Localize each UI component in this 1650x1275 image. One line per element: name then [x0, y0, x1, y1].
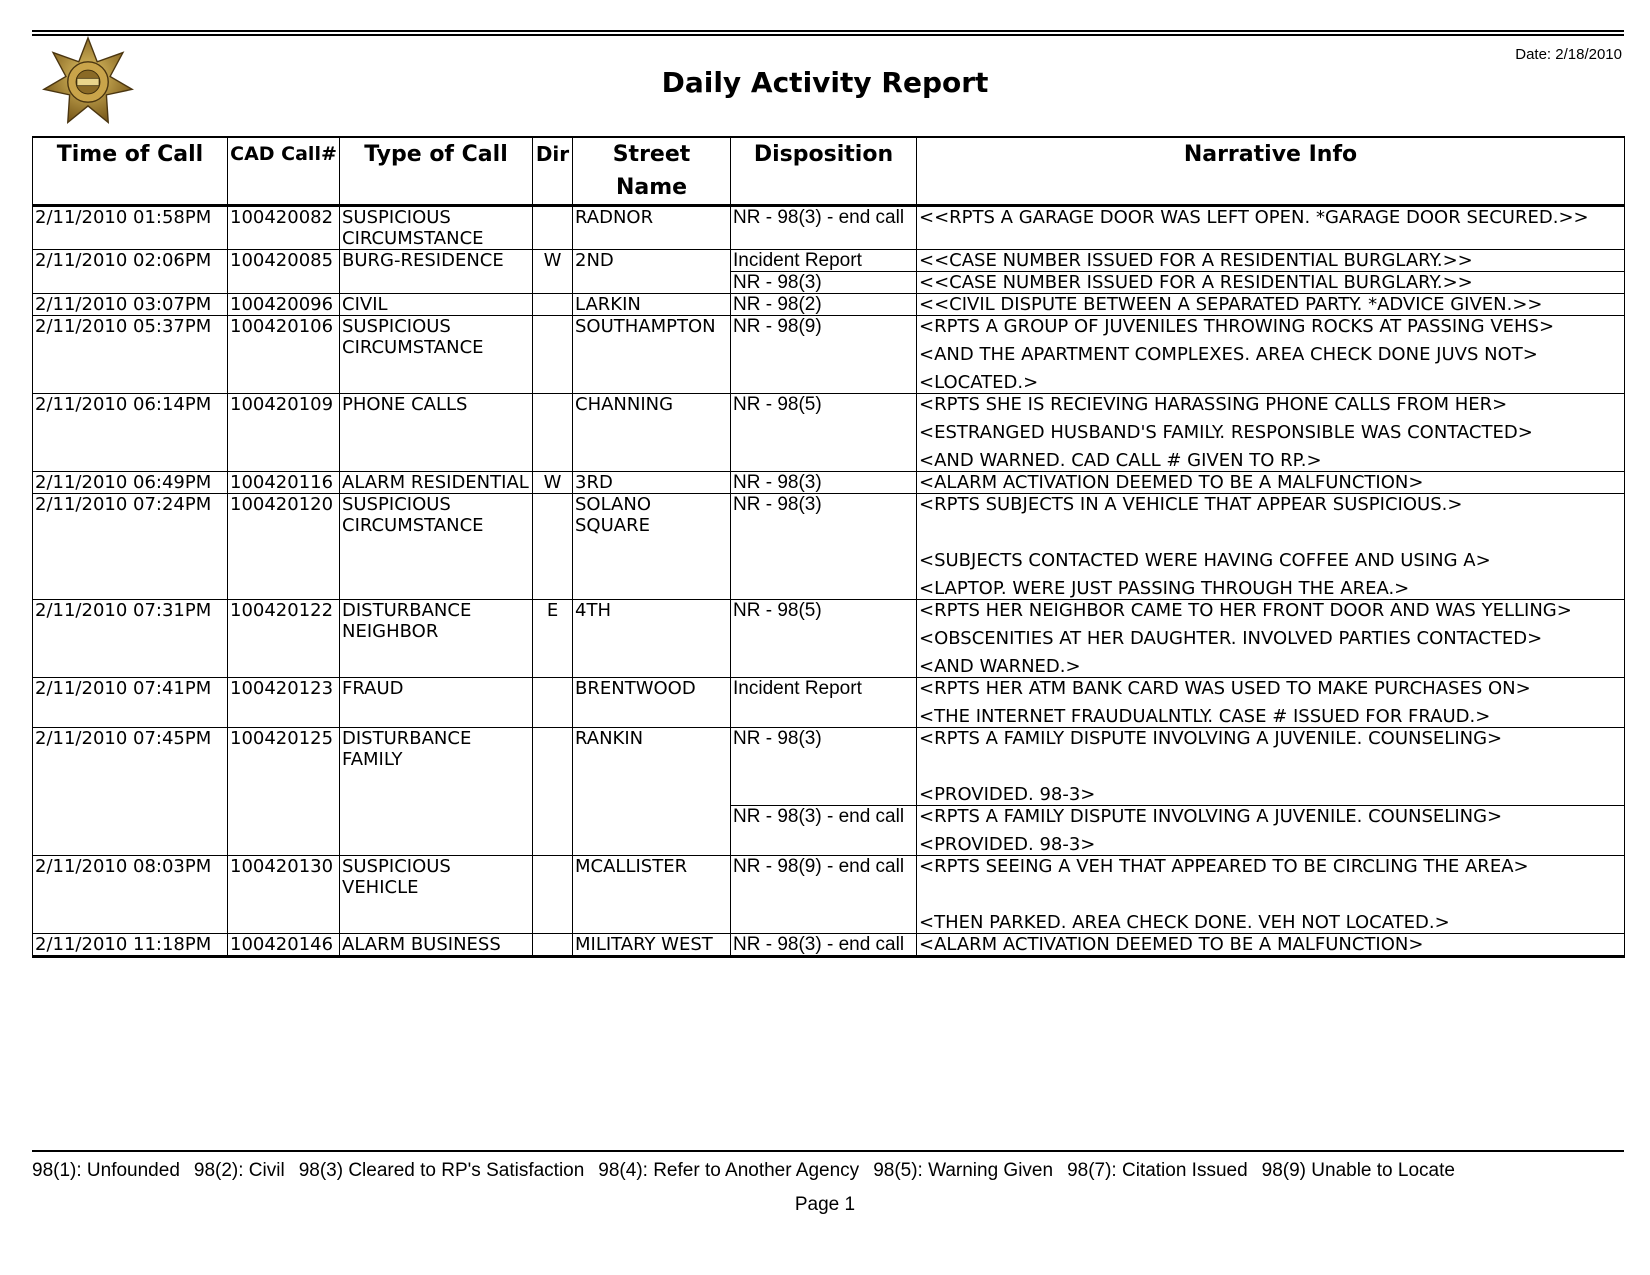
- call-type-line: CIRCUMSTANCE: [342, 515, 484, 536]
- cell-time: 2/11/2010 05:37PM: [33, 316, 228, 394]
- cell-narrative: [917, 934, 1625, 957]
- call-type-line: BURG-RESIDENCE: [342, 250, 504, 271]
- column-header-narrative: Narrative Info: [917, 137, 1625, 206]
- cell-time: 2/11/2010 06:14PM: [33, 394, 228, 472]
- cell-cad-number: 100420120: [228, 494, 340, 600]
- cell-street-name: RANKIN: [573, 728, 731, 856]
- legend-item: 98(1): Unfounded: [32, 1160, 180, 1181]
- cell-direction: W: [533, 472, 573, 494]
- narrative-line: <THE INTERNET FRAUDUALNTLY. CASE # ISSUED FOR FRAUD.>: [919, 706, 1491, 727]
- cell-cad-number: 100420122: [228, 600, 340, 678]
- cell-disposition: NR - 98(3) - end call: [731, 806, 917, 856]
- cell-street-name: CHANNING: [573, 394, 731, 472]
- cell-narrative: [917, 394, 1625, 472]
- call-type-line: CIRCUMSTANCE: [342, 228, 484, 249]
- cell-direction: [533, 316, 573, 394]
- cell-time: 2/11/2010 11:18PM: [33, 934, 228, 957]
- cell-street-name: LARKIN: [573, 294, 731, 316]
- legend-item: 98(3) Cleared to RP's Satisfaction: [298, 1160, 585, 1181]
- top-rule: [32, 30, 1624, 32]
- cell-disposition: NR - 98(3) - end call: [731, 934, 917, 957]
- cell-cad-number: 100420085: [228, 250, 340, 294]
- narrative-line: <ESTRANGED HUSBAND'S FAMILY. RESPONSIBLE WAS CONTACTED>: [919, 422, 1533, 443]
- narrative-line: <THEN PARKED. AREA CHECK DONE. VEH NOT LOCATED.>: [919, 912, 1450, 933]
- cell-narrative: [917, 472, 1625, 494]
- legend-item: 98(2): Civil: [193, 1160, 285, 1181]
- page-number: Page 1: [794, 1194, 856, 1215]
- cell-disposition: NR - 98(9) - end call: [731, 856, 917, 934]
- cell-disposition: NR - 98(3): [731, 728, 917, 806]
- narrative-line: <RPTS A GROUP OF JUVENILES THROWING ROCKS AT PASSING VEHS>: [919, 316, 1555, 337]
- cell-call-type: [340, 316, 533, 394]
- cell-cad-number: 100420123: [228, 678, 340, 728]
- cell-direction: [533, 678, 573, 728]
- cell-call-type: [340, 494, 533, 600]
- narrative-line: <RPTS HER NEIGHBOR CAME TO HER FRONT DOOR AND WAS YELLING>: [919, 600, 1572, 621]
- cell-disposition: NR - 98(3) - end call: [731, 206, 917, 250]
- call-type-line: DISTURBANCE: [342, 600, 472, 621]
- bottom-rule: [32, 1150, 1624, 1152]
- cell-disposition: NR - 98(2): [731, 294, 917, 316]
- cell-call-type: [340, 728, 533, 856]
- table-row: [33, 678, 1625, 728]
- narrative-line: <RPTS HER ATM BANK CARD WAS USED TO MAKE PURCHASES ON>: [919, 678, 1531, 699]
- cell-time: 2/11/2010 07:24PM: [33, 494, 228, 600]
- cell-time: 2/11/2010 08:03PM: [33, 856, 228, 934]
- cell-call-type: [340, 856, 533, 934]
- cell-time: 2/11/2010 02:06PM: [33, 250, 228, 294]
- cell-disposition: NR - 98(9): [731, 316, 917, 394]
- call-type-line: DISTURBANCE: [342, 728, 472, 749]
- cell-narrative: [917, 494, 1625, 600]
- cell-street-name: MILITARY WEST: [573, 934, 731, 957]
- cell-narrative: [917, 600, 1625, 678]
- cell-street-name: 3RD: [573, 472, 731, 494]
- table-row: [33, 728, 1625, 806]
- cell-call-type: [340, 206, 533, 250]
- table-row: [33, 394, 1625, 472]
- cell-cad-number: 100420109: [228, 394, 340, 472]
- narrative-line: <ALARM ACTIVATION DEEMED TO BE A MALFUNCTION>: [919, 934, 1424, 955]
- narrative-line: <<CASE NUMBER ISSUED FOR A RESIDENTIAL BURGLARY.>>: [919, 250, 1473, 271]
- column-header-disposition: Disposition: [731, 137, 917, 206]
- cell-narrative: [917, 206, 1625, 250]
- cell-direction: [533, 294, 573, 316]
- cell-street-name: RADNOR: [573, 206, 731, 250]
- cell-disposition: NR - 98(3): [731, 272, 917, 294]
- narrative-line: <<CIVIL DISPUTE BETWEEN A SEPARATED PARTY. *ADVICE GIVEN.>>: [919, 294, 1543, 315]
- call-type-line: FRAUD: [342, 678, 404, 699]
- column-header-type: Type of Call: [340, 137, 533, 206]
- page-title: Daily Activity Report: [661, 66, 989, 99]
- call-type-line: SUSPICIOUS: [342, 856, 451, 877]
- narrative-line: <PROVIDED. 98-3>: [919, 834, 1096, 855]
- table-header-row: [33, 137, 1625, 206]
- cell-direction: [533, 934, 573, 957]
- narrative-line: <<CASE NUMBER ISSUED FOR A RESIDENTIAL BURGLARY.>>: [919, 272, 1473, 293]
- column-header-cad: CAD Call#: [228, 137, 340, 206]
- cell-cad-number: 100420116: [228, 472, 340, 494]
- cell-direction: E: [533, 600, 573, 678]
- legend-item: 98(7): Citation Issued: [1067, 1160, 1248, 1181]
- cell-cad-number: 100420106: [228, 316, 340, 394]
- narrative-line: <OBSCENITIES AT HER DAUGHTER. INVOLVED PARTIES CONTACTED>: [919, 628, 1543, 649]
- call-type-line: ALARM BUSINESS: [342, 934, 501, 955]
- cell-time: 2/11/2010 06:49PM: [33, 472, 228, 494]
- cell-cad-number: 100420146: [228, 934, 340, 957]
- narrative-line: <RPTS SHE IS RECIEVING HARASSING PHONE CALLS FROM HER>: [919, 394, 1508, 415]
- narrative-line: <RPTS SUBJECTS IN A VEHICLE THAT APPEAR SUSPICIOUS.>: [919, 494, 1463, 515]
- cell-street-name: SOUTHAMPTON: [573, 316, 731, 394]
- table-row: [33, 250, 1625, 272]
- column-header-dir: Dir: [533, 137, 573, 206]
- cell-disposition: NR - 98(3): [731, 472, 917, 494]
- cell-call-type: [340, 472, 533, 494]
- cell-call-type: [340, 294, 533, 316]
- call-type-line: NEIGHBOR: [342, 621, 439, 642]
- cell-cad-number: 100420130: [228, 856, 340, 934]
- table-row: [33, 600, 1625, 678]
- cell-direction: [533, 394, 573, 472]
- table-row: [33, 934, 1625, 957]
- table-row: [33, 206, 1625, 250]
- cell-disposition: Incident Report: [731, 250, 917, 272]
- call-type-line: SUSPICIOUS: [342, 316, 451, 337]
- narrative-line: <PROVIDED. 98-3>: [919, 784, 1096, 805]
- cell-call-type: [340, 678, 533, 728]
- cell-narrative: [917, 678, 1625, 728]
- table-row: [33, 316, 1625, 394]
- cell-disposition: Incident Report: [731, 678, 917, 728]
- narrative-line: <AND THE APARTMENT COMPLEXES. AREA CHECK DONE JUVS NOT>: [919, 344, 1538, 365]
- narrative-line: <RPTS A FAMILY DISPUTE INVOLVING A JUVENILE. COUNSELING>: [919, 806, 1503, 827]
- cell-time: 2/11/2010 07:41PM: [33, 678, 228, 728]
- cell-street-name: BRENTWOOD: [573, 678, 731, 728]
- disposition-legend: [32, 1160, 1624, 1182]
- call-type-line: ALARM RESIDENTIAL: [342, 472, 529, 493]
- cell-call-type: [340, 600, 533, 678]
- cell-disposition: NR - 98(5): [731, 600, 917, 678]
- table-row: [33, 294, 1625, 316]
- cell-narrative: [917, 316, 1625, 394]
- cell-narrative: [917, 250, 1625, 272]
- cell-narrative: [917, 294, 1625, 316]
- table-body: [33, 206, 1625, 957]
- narrative-line: [919, 884, 1622, 905]
- top-rule-inner: [32, 34, 1624, 36]
- narrative-line: <AND WARNED.>: [919, 656, 1081, 677]
- table-row: [33, 494, 1625, 600]
- cell-narrative: [917, 728, 1625, 806]
- cell-call-type: [340, 934, 533, 957]
- call-type-line: FAMILY: [342, 749, 403, 770]
- table-row: [33, 856, 1625, 934]
- narrative-line: <<RPTS A GARAGE DOOR WAS LEFT OPEN. *GARAGE DOOR SECURED.>>: [919, 207, 1589, 228]
- narrative-line: <ALARM ACTIVATION DEEMED TO BE A MALFUNCTION>: [919, 472, 1424, 493]
- narrative-line: <RPTS A FAMILY DISPUTE INVOLVING A JUVENILE. COUNSELING>: [919, 728, 1503, 749]
- table-row: [33, 472, 1625, 494]
- legend-item: 98(5): Warning Given: [873, 1160, 1054, 1181]
- narrative-line: <AND WARNED. CAD CALL # GIVEN TO RP.>: [919, 450, 1322, 471]
- cell-direction: [533, 206, 573, 250]
- cell-street-name: MCALLISTER: [573, 856, 731, 934]
- narrative-line: <RPTS SEEING A VEH THAT APPEARED TO BE CIRCLING THE AREA>: [919, 856, 1529, 877]
- cell-narrative: [917, 272, 1625, 294]
- cell-direction: [533, 728, 573, 856]
- cell-call-type: [340, 394, 533, 472]
- cell-time: 2/11/2010 01:58PM: [33, 206, 228, 250]
- cell-narrative: [917, 856, 1625, 934]
- cell-cad-number: 100420125: [228, 728, 340, 856]
- column-header-time: Time of Call: [33, 137, 228, 206]
- cell-street-name: 4TH: [573, 600, 731, 678]
- cell-street-name: 2ND: [573, 250, 731, 294]
- narrative-line: [919, 522, 1622, 543]
- cell-cad-number: 100420096: [228, 294, 340, 316]
- call-type-line: VEHICLE: [342, 877, 419, 898]
- call-type-line: CIVIL: [342, 294, 388, 315]
- cell-direction: [533, 856, 573, 934]
- cell-time: 2/11/2010 07:31PM: [33, 600, 228, 678]
- column-header-street: Street Name: [573, 137, 731, 206]
- call-type-line: SUSPICIOUS: [342, 207, 451, 228]
- cell-direction: [533, 494, 573, 600]
- cell-time: 2/11/2010 07:45PM: [33, 728, 228, 856]
- narrative-line: <LAPTOP. WERE JUST PASSING THROUGH THE AREA.>: [919, 578, 1410, 599]
- legend-item: 98(9) Unable to Locate: [1261, 1160, 1455, 1181]
- narrative-line: <LOCATED.>: [919, 372, 1039, 393]
- call-type-line: CIRCUMSTANCE: [342, 337, 484, 358]
- cell-time: 2/11/2010 03:07PM: [33, 294, 228, 316]
- cell-cad-number: 100420082: [228, 206, 340, 250]
- cell-disposition: NR - 98(5): [731, 394, 917, 472]
- cell-street-name: SOLANO SQUARE: [573, 494, 731, 600]
- activity-table: [32, 136, 1625, 958]
- narrative-line: <SUBJECTS CONTACTED WERE HAVING COFFEE AND USING A>: [919, 550, 1491, 571]
- cell-call-type: [340, 250, 533, 294]
- cell-narrative: [917, 806, 1625, 856]
- call-type-line: SUSPICIOUS: [342, 494, 451, 515]
- cell-direction: W: [533, 250, 573, 294]
- narrative-line: [919, 756, 1622, 777]
- cell-disposition: NR - 98(3): [731, 494, 917, 600]
- legend-item: 98(4): Refer to Another Agency: [598, 1160, 860, 1181]
- call-type-line: PHONE CALLS: [342, 394, 468, 415]
- report-date: Date: 2/18/2010: [1515, 46, 1622, 63]
